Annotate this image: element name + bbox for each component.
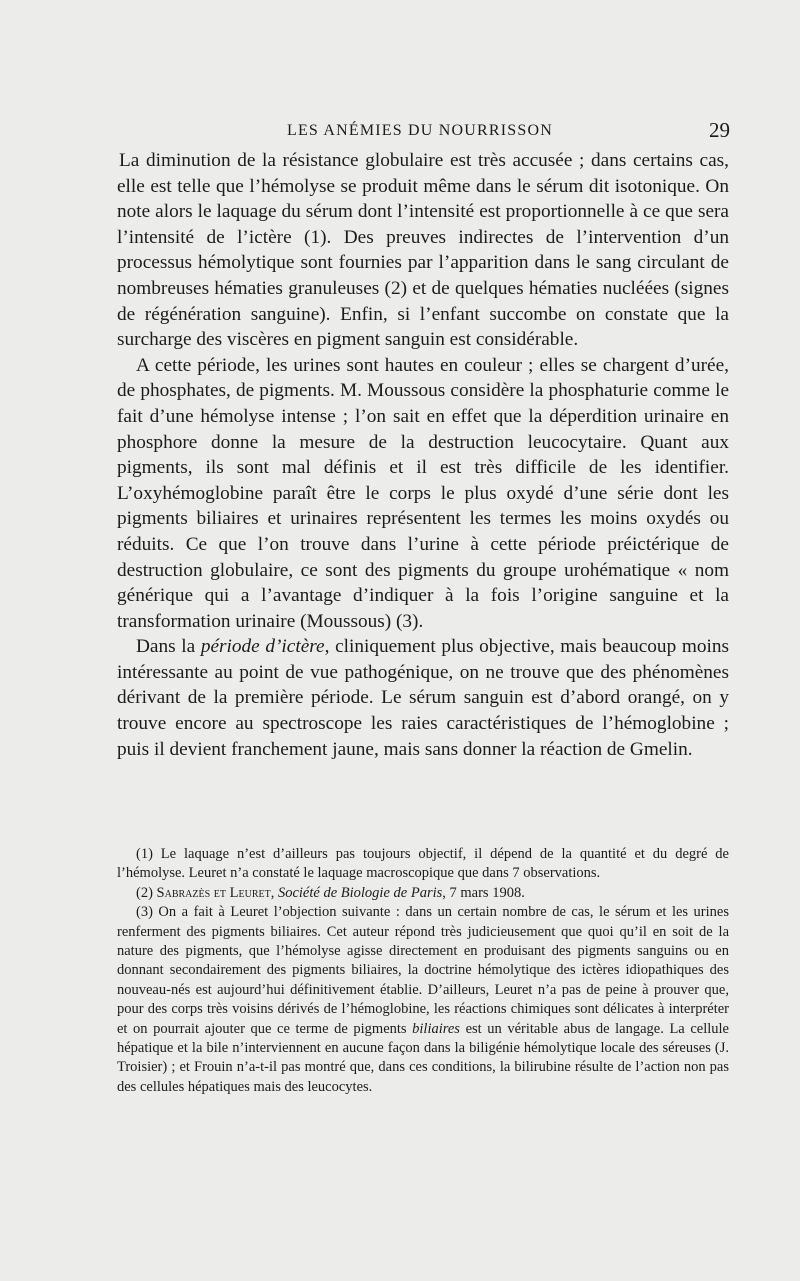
paragraph-icterus-period: [117, 634, 729, 762]
footnote-2-separator: ,: [270, 884, 278, 901]
paragraph-icterus-lead: Dans la: [136, 636, 201, 658]
footnote-2-number: (2): [136, 884, 157, 901]
footnote-2-journal: Société de Biologie de Paris: [277, 884, 443, 901]
footnote-1: (1) Le laquage n’est d’ailleurs pas toujours objectif, il dépend de la quantité et du degré de l’hémolyse. Leuret n’a constaté le laquage macroscopique que dans 7 observations.: [117, 846, 729, 882]
footnote-3-lead: (3) On a fait à Leuret l’objection suivante : dans un certain nombre de cas, le sérum et les urines renferment des pigments biliaires. Cet auteur répond très judicieusement que quoi qu’il en soit de la nature des pigments, que l’hémolyse agisse directement en produisant des pigments sanguins ou en donnant secondairement des pigments biliaires, la doctrine hémolytique des ictères idiopathiques des nouveau-nés est aujourd’hui définitivement établie. D’ailleurs, Leuret n’a pas de peine à prouver que, pour des corps très voisins dérivés de l’hémoglobine, les réactions chimiques sont délicates à interpréter et on pourrait ajouter que ce terme de pigments: [117, 904, 729, 1037]
main-text: [117, 148, 729, 762]
paragraph-urines: A cette période, les urines sont hautes en couleur ; elles se chargent d’urée, de phosphates, de pigments. M. Moussous considère la phosphaturie comme le fait d’une hémolyse intense ; l’on sait en effet que la déperdition urinaire en phosphore donne la mesure de la destruction leucocytaire. Quant aux pigments, ils sont mal définis et il est très difficile de les identifier. L’oxyhémoglobine paraît être le corps le plus oxydé d’une série dont les pigments biliaires et urinaires représentent les termes les moins oxydés ou réduits. Ce que l’on trouve dans l’urine à cette période préictérique de destruction globulaire, ce sont des pigments du groupe urohématique « nom générique qui a l’avantage d’indiquer à la fois l’origine sanguine et la transformation urinaire (Moussous) (3).: [117, 354, 729, 632]
footnote-3: [117, 903, 729, 1097]
paragraph-icterus-emphasis: période d’ictère: [200, 636, 325, 658]
running-head: [110, 118, 730, 144]
page-number: 29: [709, 118, 730, 142]
footnote-2: [117, 884, 729, 903]
footnote-2-authors: Sabrazès et Leuret: [156, 884, 271, 901]
running-title: LES ANÉMIES DU NOURRISSON: [286, 122, 554, 139]
footnotes: [117, 845, 729, 1097]
footnote-3-rest: est un véritable abus de langage. La cellule hépatique et la bile n’interviennent en aucune façon dans la biligénie hémolytique locale des séreuses (J. Troisier) ; et Frouin n’a-t-il pas montré que, dans ces conditions, la bilirubine résulte de l’action non pas des cellules hépatiques mais des leucocytes.: [117, 1020, 729, 1095]
paragraph-icterus-rest: , cliniquement plus objective, mais beaucoup moins intéressante au point de vue pathogénique, on ne trouve que des phénomènes dérivant de la première période. Le sérum sanguin est d’abord orangé, on y trouve encore au spectroscope les raies caractéristiques de l’hémoglobine ; puis il devient franchement jaune, mais sans donner la réaction de Gmelin.: [117, 636, 729, 760]
footnote-2-date: , 7 mars 1908.: [442, 884, 525, 901]
footnote-3-emphasis: biliaires: [412, 1020, 460, 1037]
paragraph-resistance: La diminution de la résistance globulaire est très accusée ; dans certains cas, elle est telle que l’hémolyse se produit même dans le sérum dit isotonique. On note alors le laquage du sérum dont l’intensité est proportionnelle à ce que sera l’intensité de l’ictère (1). Des preuves indirectes de l’intervention d’un processus hémolytique sont fournies par l’apparition dans le sang circulant de nombreuses hématies granuleuses (2) et de quelques hématies nucléées (signes de régénération sanguine). Enfin, si l’enfant succombe on constate que la surcharge des viscères en pigment sanguin est considérable.: [117, 150, 729, 351]
